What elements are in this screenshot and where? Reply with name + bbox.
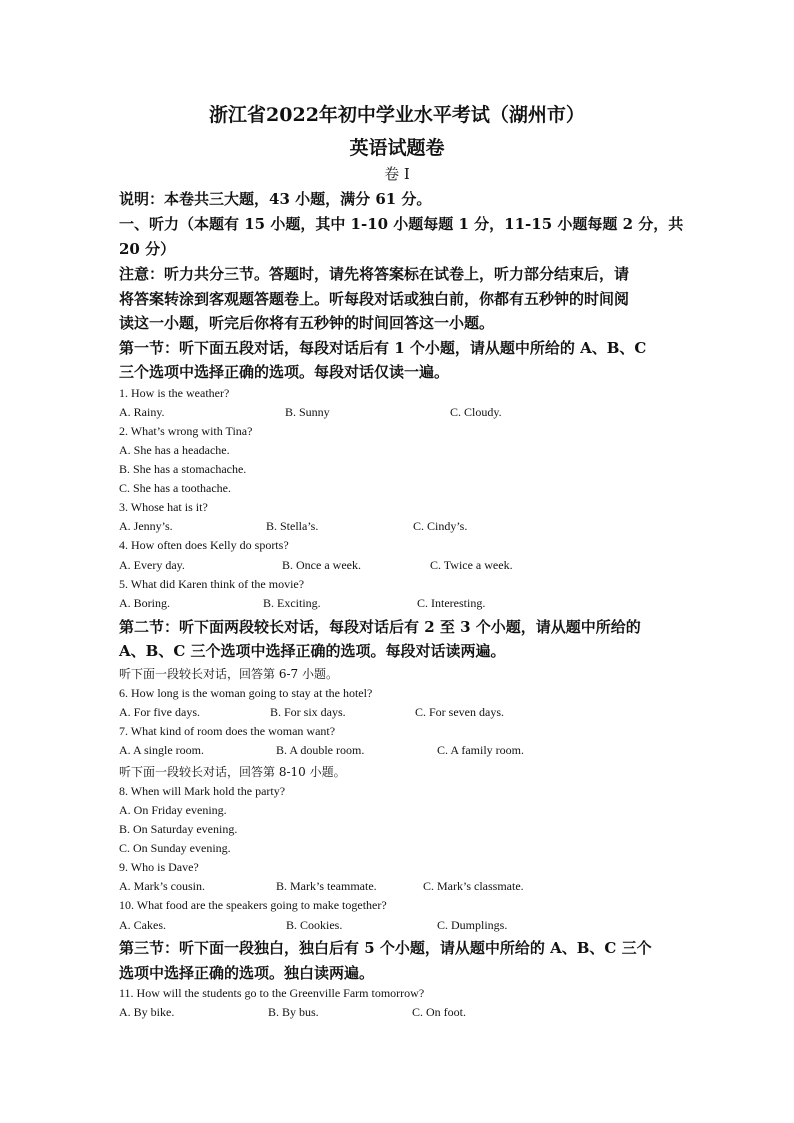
question-stem: 7. What kind of room does the woman want?	[119, 724, 336, 738]
option-c: C. Dumplings.	[437, 918, 508, 932]
option-b: B. She has a stomachache.	[119, 462, 247, 476]
option-b: B. A double room.	[276, 743, 365, 757]
section2-heading-cont: A、B、C 三个选项中选择正确的选项。每段对话读两遍。	[119, 642, 506, 660]
option-c: C. Cloudy.	[450, 405, 502, 419]
option-b: B. Exciting.	[263, 596, 321, 610]
question-stem: 6. How long is the woman going to stay at the hotel?	[119, 686, 373, 700]
option-b: B. By bus.	[268, 1005, 319, 1019]
section2-heading: 第二节：听下面两段较长对话，每段对话后有 2 至 3 个小题，请从题中所给的	[119, 618, 641, 636]
question-stem: 8. When will Mark hold the party?	[119, 784, 286, 798]
question-stem: 1. How is the weather?	[119, 386, 230, 400]
option-a: A. Boring.	[119, 596, 170, 610]
option-a: A. On Friday evening.	[119, 803, 227, 817]
part1-heading: 一、听力（本题有 15 小题，其中 1-10 小题每题 1 分，11-15 小题每题 2 分，共	[119, 215, 684, 233]
option-b: B. Sunny	[285, 405, 330, 419]
option-a: A. Mark’s cousin.	[119, 879, 205, 893]
question-stem: 10. What food are the speakers going to make together?	[119, 898, 387, 912]
question-stem: 9. Who is Dave?	[119, 860, 199, 874]
section1-heading: 第一节：听下面五段对话，每段对话后有 1 个小题，请从题中所给的 A、B、C	[119, 339, 647, 357]
section3-heading: 第三节：听下面一段独白，独白后有 5 个小题，请从题中所给的 A、B、C 三个	[119, 939, 652, 957]
option-a: A. Cakes.	[119, 918, 166, 932]
option-b: B. For six days.	[270, 705, 346, 719]
option-b: B. Mark’s teammate.	[276, 879, 377, 893]
option-b: B. Cookies.	[286, 918, 343, 932]
section1-heading-cont: 三个选项中选择正确的选项。每段对话仅读一遍。	[119, 363, 450, 381]
option-a: A. For five days.	[119, 705, 200, 719]
option-c: C. She has a toothache.	[119, 481, 231, 495]
question-stem: 11. How will the students go to the Greenville Farm tomorrow?	[119, 986, 425, 1000]
option-c: C. On foot.	[412, 1005, 466, 1019]
question-stem: 5. What did Karen think of the movie?	[119, 577, 305, 591]
question-stem: 2. What’s wrong with Tina?	[119, 424, 253, 438]
part1-heading-cont: 20 分）	[119, 240, 176, 258]
option-a: A. Every day.	[119, 558, 185, 572]
option-a: A. She has a headache.	[119, 443, 230, 457]
exam-title: 浙江省2022年初中学业水平考试（湖州市）	[209, 104, 585, 126]
option-c: C. Interesting.	[417, 596, 486, 610]
exam-subtitle: 英语试题卷	[349, 137, 445, 159]
option-a: A. Jenny’s.	[119, 519, 173, 533]
option-c: C. Cindy’s.	[413, 519, 468, 533]
exam-intro: 说明：本卷共三大题，43 小题，满分 61 分。	[119, 190, 432, 208]
dialogue-intro: 听下面一段较长对话，回答第 8-10 小题。	[119, 765, 346, 779]
option-c: C. For seven days.	[415, 705, 504, 719]
option-c: C. Twice a week.	[430, 558, 513, 572]
option-c: C. Mark’s classmate.	[423, 879, 524, 893]
dialogue-intro: 听下面一段较长对话，回答第 6-7 小题。	[119, 667, 338, 681]
option-c: C. On Sunday evening.	[119, 841, 231, 855]
volume-label: 卷 I	[384, 165, 410, 183]
option-b: B. Stella’s.	[266, 519, 319, 533]
section3-heading-cont: 选项中选择正确的选项。独白读两遍。	[119, 964, 375, 982]
option-a: A. By bike.	[119, 1005, 175, 1019]
part1-note: 将答案转涂到客观题答题卷上。听每段对话或独白前，你都有五秒钟的时间阅	[119, 290, 630, 308]
option-a: A. Rainy.	[119, 405, 165, 419]
question-stem: 3. Whose hat is it?	[119, 500, 208, 514]
part1-note: 读这一小题，听完后你将有五秒钟的时间回答这一小题。	[119, 314, 495, 332]
option-a: A. A single room.	[119, 743, 205, 757]
question-stem: 4. How often does Kelly do sports?	[119, 538, 289, 552]
option-b: B. On Saturday evening.	[119, 822, 238, 836]
option-b: B. Once a week.	[282, 558, 361, 572]
part1-note: 注意：听力共分三节。答题时，请先将答案标在试卷上，听力部分结束后，请	[119, 265, 630, 283]
option-c: C. A family room.	[437, 743, 524, 757]
